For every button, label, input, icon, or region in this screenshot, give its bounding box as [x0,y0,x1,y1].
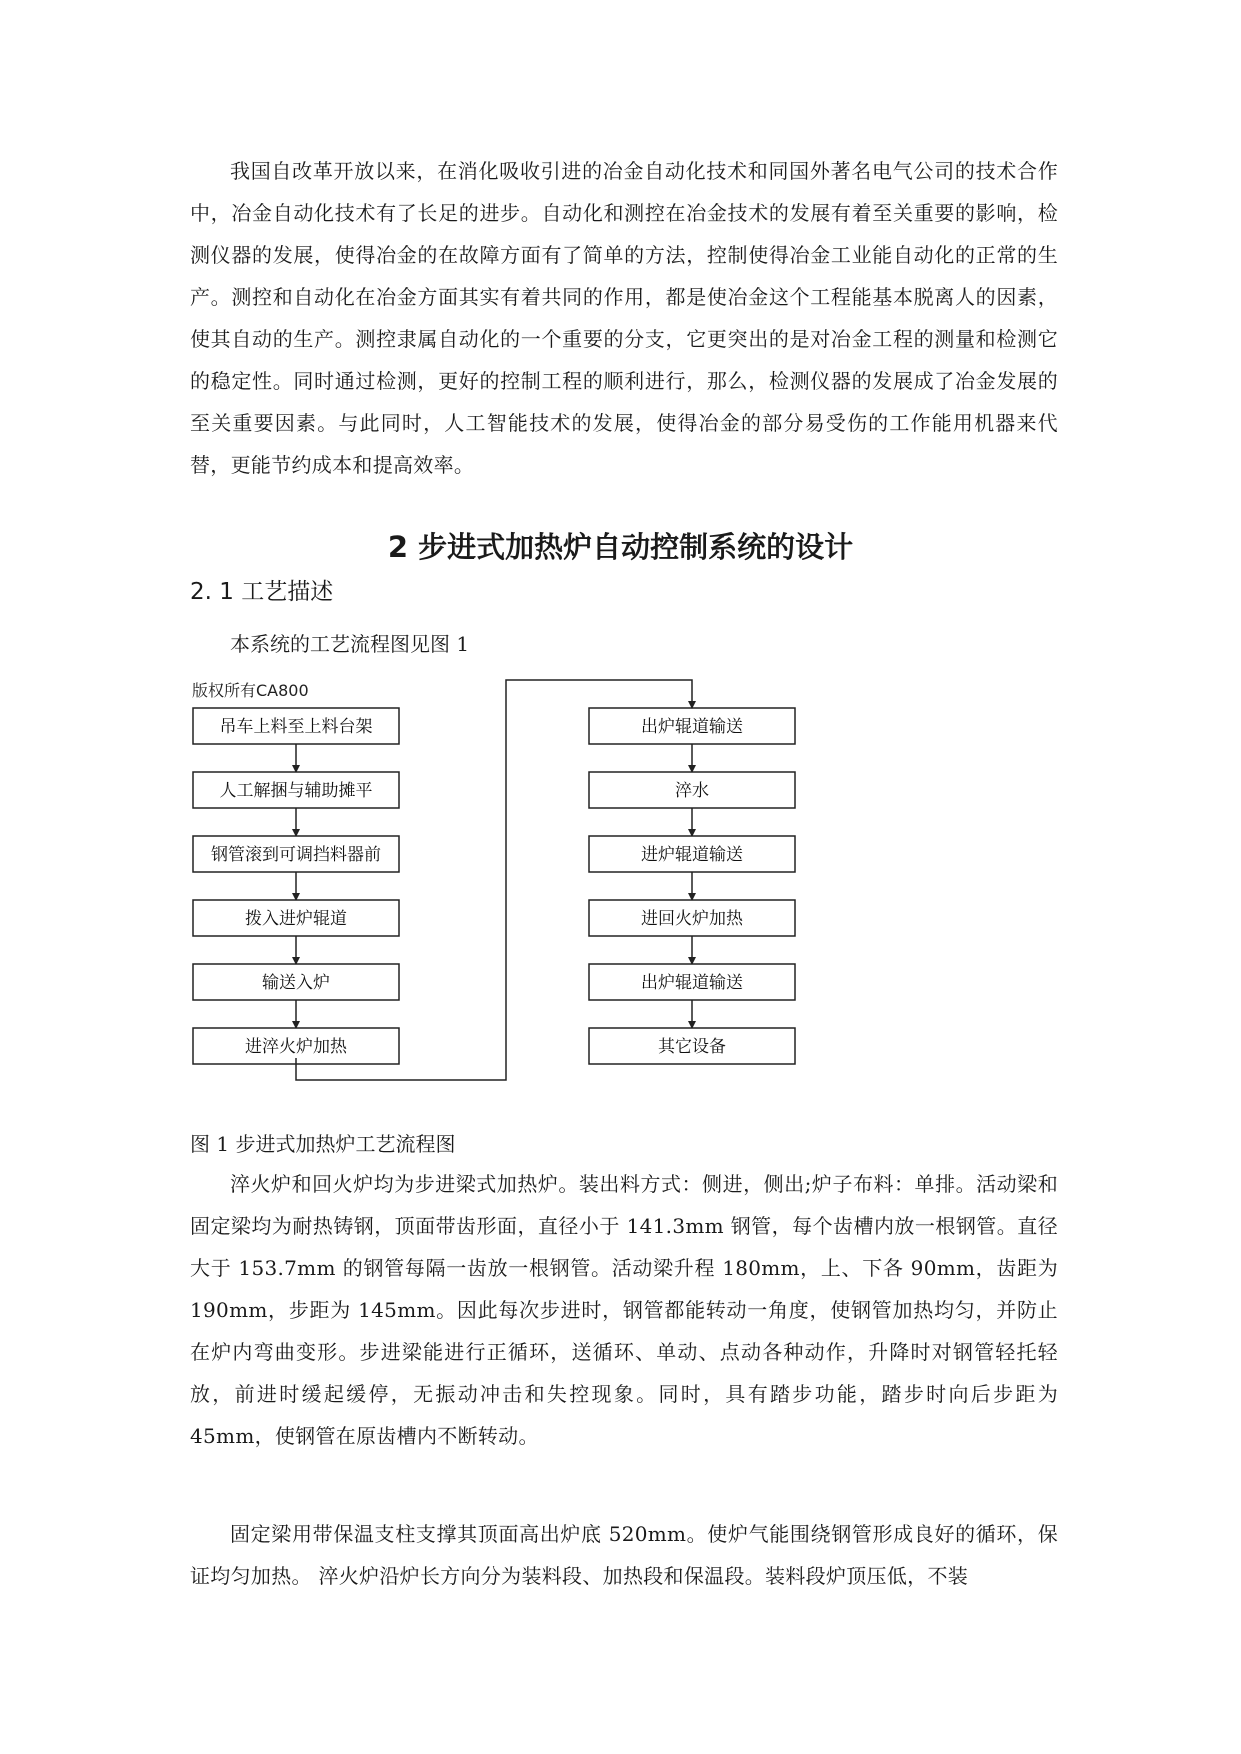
flowchart-step-label: 淬水 [675,781,709,801]
process-flowchart [186,676,826,1104]
section-heading: 2 步进式加热炉自动控制系统的设计 [387,530,854,564]
figure-caption: 图 1 步进式加热炉工艺流程图 [190,1132,456,1156]
flowchart-step-label: 吊车上料至上料台架 [219,717,373,737]
flowchart-step-label: 进回火炉加热 [641,909,743,929]
flowchart-right-column [589,708,795,1064]
flowchart-step-label: 输送入炉 [262,973,330,993]
flowchart-step-label: 出炉辊道输送 [641,973,743,993]
flowchart-step-label: 拨入进炉辊道 [245,909,347,929]
flowchart-watermark: 版权所有CA800 [192,681,309,700]
intro-line: 本系统的工艺流程图见图 1 [230,632,470,656]
body-paragraph: 固定梁用带保温支柱支撑其顶面高出炉底 520mm。使炉气能围绕钢管形成良好的循环，保证均匀加热。 淬火炉沿炉长方向分为装料段、加热段和保温段。装料段炉顶压低，不装 [190,1522,1058,1588]
subsection-heading: 2. 1 工艺描述 [190,579,334,605]
body-paragraph: 我国自改革开放以来，在消化吸收引进的冶金自动化技术和同国外著名电气公司的技术合作中，冶金自动化技术有了长足的进步。自动化和测控在冶金技术的发展有着至关重要的影响，检测仪器的发展，使得冶金的在故障方面有了简单的方法，控制使得冶金工业能自动化的正常的生产。测控和自动化在冶金方面其实有着共同的作用，都是使冶金这个工程能基本脱离人的因素，使其自动的生产。测控隶属自动化的一个重要的分支，它更突出的是对冶金工程的测量和检测它的稳定性。同时通过检测，更好的控制工程的顺利进行，那么，检测仪器的发展成了冶金发展的至关重要因素。与此同时，人工智能技术的发展，使得冶金的部分易受伤的工作能用机器来代替，更能节约成本和提高效率。 [190,159,1058,477]
flowchart-left-column [193,708,399,1064]
flowchart-step-label: 出炉辊道输送 [641,717,743,737]
body-paragraph: 淬火炉和回火炉均为步进梁式加热炉。装出料方式：侧进，侧出;炉子布料：单排。活动梁和固定梁均为耐热铸钢，顶面带齿形面，直径小于 141.3mm 钢管，每个齿槽内放一根钢管。直径大于 153.7mm 的钢管每隔一齿放一根钢管。活动梁升程 180mm，上、下各 90mm，齿距为 190mm，步距为 145mm。因此每次步进时，钢管都能转动一角度，使钢管加热均匀，并防止在炉内弯曲变形。步进梁能进行正循环，送循环、单动、点动各种动作，升降时对钢管轻托轻放，前进时缓起缓停，无振动冲击和失控现象。同时，具有踏步功能，踏步时向后步距为 45mm，使钢管在原齿槽内不断转动。 [190,1172,1058,1448]
flowchart-step-label: 钢管滚到可调挡料器前 [211,845,381,865]
flowchart-step-label: 人工解捆与辅助摊平 [219,781,373,801]
flowchart-step-label: 其它设备 [658,1037,726,1057]
flowchart-step-label: 进淬火炉加热 [245,1037,347,1057]
flowchart-step-label: 进炉辊道输送 [641,845,743,865]
